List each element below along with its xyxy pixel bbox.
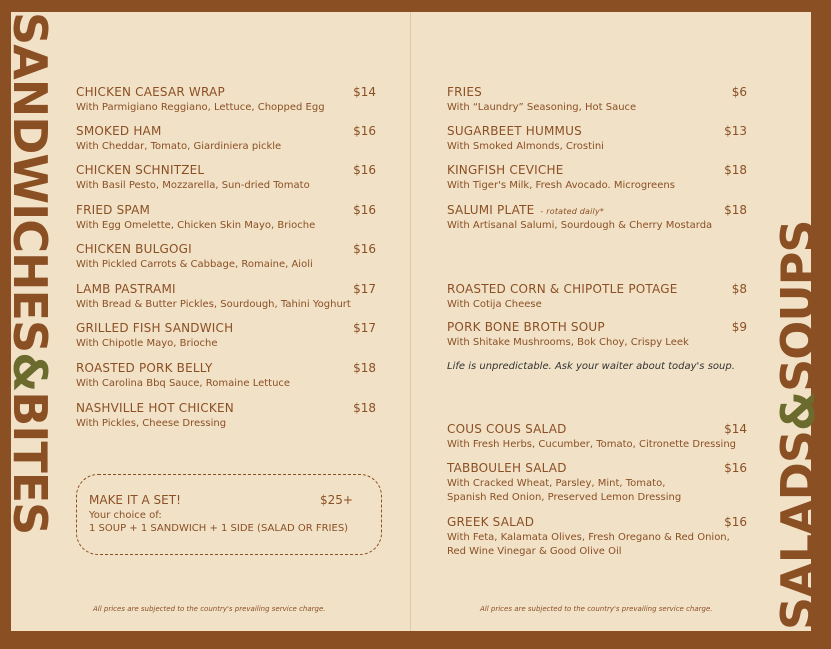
- item-name: PORK BONE BROTH SOUP: [447, 320, 605, 334]
- menu-item: [76, 321, 376, 351]
- item-price: $16: [353, 124, 376, 138]
- item-price: $18: [724, 203, 747, 217]
- item-price: $16: [724, 461, 747, 475]
- left-vertical-title: [3, 12, 57, 535]
- item-price: $18: [353, 361, 376, 375]
- menu-item: [447, 320, 747, 350]
- item-name: SUGARBEET HUMMUS: [447, 124, 582, 138]
- menu-item: [76, 282, 376, 312]
- right-vertical-title: [771, 220, 825, 630]
- item-desc: With “Laundry” Seasoning, Hot Sauce: [447, 102, 637, 113]
- page-divider: [410, 12, 411, 631]
- item-desc: With Tiger's Milk, Fresh Avocado. Microgreens: [447, 180, 675, 191]
- title-bites: BITES: [3, 391, 57, 535]
- menu-item: [447, 203, 747, 233]
- menu-item: [76, 163, 376, 193]
- item-desc: With Fresh Herbs, Cucumber, Tomato, Citronette Dressing: [447, 439, 737, 450]
- item-desc: With Egg Omelette, Chicken Skin Mayo, Brioche: [76, 220, 316, 231]
- item-price: $9: [731, 320, 747, 334]
- item-price: $16: [353, 163, 376, 177]
- item-name: ROASTED CORN & CHIPOTLE POTAGE: [447, 282, 678, 296]
- item-name: NASHVILLE HOT CHICKEN: [76, 401, 234, 415]
- set-line-2: 1 SOUP + 1 SANDWICH + 1 SIDE (SALAD OR FRIES): [89, 523, 349, 534]
- item-price: $8: [731, 282, 747, 296]
- item-name: CHICKEN BULGOGI: [76, 242, 192, 256]
- menu-item: [447, 515, 747, 559]
- set-deal-box: [76, 474, 382, 555]
- item-name: SMOKED HAM: [76, 124, 162, 138]
- menu-item: [447, 282, 747, 312]
- item-name: ROASTED PORK BELLY: [76, 361, 213, 375]
- menu-item: [76, 361, 376, 391]
- menu-item: [447, 422, 747, 452]
- item-desc: With Smoked Almonds, Crostini: [447, 141, 604, 152]
- item-price: $18: [724, 163, 747, 177]
- item-desc: With Cheddar, Tomato, Giardiniera pickle: [76, 141, 282, 152]
- item-desc: With Carolina Bbq Sauce, Romaine Lettuce: [76, 378, 291, 389]
- item-name: CHICKEN CAESAR WRAP: [76, 85, 225, 99]
- item-desc: With Chipotle Mayo, Brioche: [76, 338, 218, 349]
- item-price: $17: [353, 321, 376, 335]
- item-desc: With Pickles, Cheese Dressing: [76, 418, 227, 429]
- menu-item: [447, 124, 747, 154]
- item-price: $16: [353, 203, 376, 217]
- set-line-1: Your choice of:: [89, 510, 162, 521]
- item-desc: With Artisanal Salumi, Sourdough & Cherry Mostarda: [447, 220, 713, 231]
- item-name: GRILLED FISH SANDWICH: [76, 321, 234, 335]
- menu-item: [447, 163, 747, 193]
- item-price: $17: [353, 282, 376, 296]
- menu-item: [447, 85, 747, 115]
- item-desc: With Basil Pesto, Mozzarella, Sun-dried Tomato: [76, 180, 310, 191]
- item-desc: With Feta, Kalamata Olives, Fresh Oregano & Red Onion, Red Wine Vinegar & Good Olive Oil: [447, 532, 730, 557]
- title-sandwiches: SANDWICHES: [3, 12, 57, 353]
- menu-item: [447, 461, 747, 505]
- item-desc: With Shitake Mushrooms, Bok Choy, Crispy Leek: [447, 337, 689, 348]
- menu-item: [76, 401, 376, 431]
- item-note: - rotated daily*: [540, 207, 605, 216]
- item-name: GREEK SALAD: [447, 515, 535, 529]
- item-desc: With Cracked Wheat, Parsley, Mint, Tomato, Spanish Red Onion, Preserved Lemon Dressing: [447, 478, 682, 503]
- item-price: $14: [353, 85, 376, 99]
- set-price: $25+: [320, 493, 353, 507]
- set-title: MAKE IT A SET!: [89, 493, 181, 507]
- item-desc: With Bread & Butter Pickles, Sourdough, Tahini Yoghurt: [76, 299, 351, 310]
- left-footer-note: All prices are subjected to the country's prevailing service charge.: [93, 605, 326, 613]
- item-desc: With Pickled Carrots & Cabbage, Romaine, Aioli: [76, 259, 313, 270]
- title-amp-left: &: [3, 352, 57, 392]
- right-footer-note: All prices are subjected to the country's prevailing service charge.: [480, 605, 713, 613]
- item-name: FRIES: [447, 85, 482, 99]
- menu-item: [76, 203, 376, 233]
- title-soups: SOUPS: [771, 220, 825, 392]
- item-name: TABBOULEH SALAD: [447, 461, 567, 475]
- item-name: LAMB PASTRAMI: [76, 282, 176, 296]
- menu-item: [76, 242, 376, 272]
- item-price: $6: [731, 85, 747, 99]
- menu-item: [76, 124, 376, 154]
- item-price: $16: [353, 242, 376, 256]
- item-name: CHICKEN SCHNITZEL: [76, 163, 205, 177]
- item-name: KINGFISH CEVICHE: [447, 163, 564, 177]
- item-desc: With Cotija Cheese: [447, 299, 542, 310]
- item-price: $14: [724, 422, 747, 436]
- item-price: $18: [353, 401, 376, 415]
- menu-item: [76, 85, 376, 115]
- item-name-text: SALUMI PLATE: [447, 203, 535, 217]
- item-name: FRIED SPAM: [76, 203, 151, 217]
- item-price: $13: [724, 124, 747, 138]
- item-name: COUS COUS SALAD: [447, 422, 567, 436]
- title-amp-right: &: [771, 391, 825, 432]
- item-name: [447, 203, 747, 217]
- soup-note: Life is unpredictable. Ask your waiter about today's soup.: [447, 361, 735, 372]
- item-price: $16: [724, 515, 747, 529]
- title-salads: SALADS: [771, 431, 825, 630]
- item-desc: With Parmigiano Reggiano, Lettuce, Chopped Egg: [76, 102, 325, 113]
